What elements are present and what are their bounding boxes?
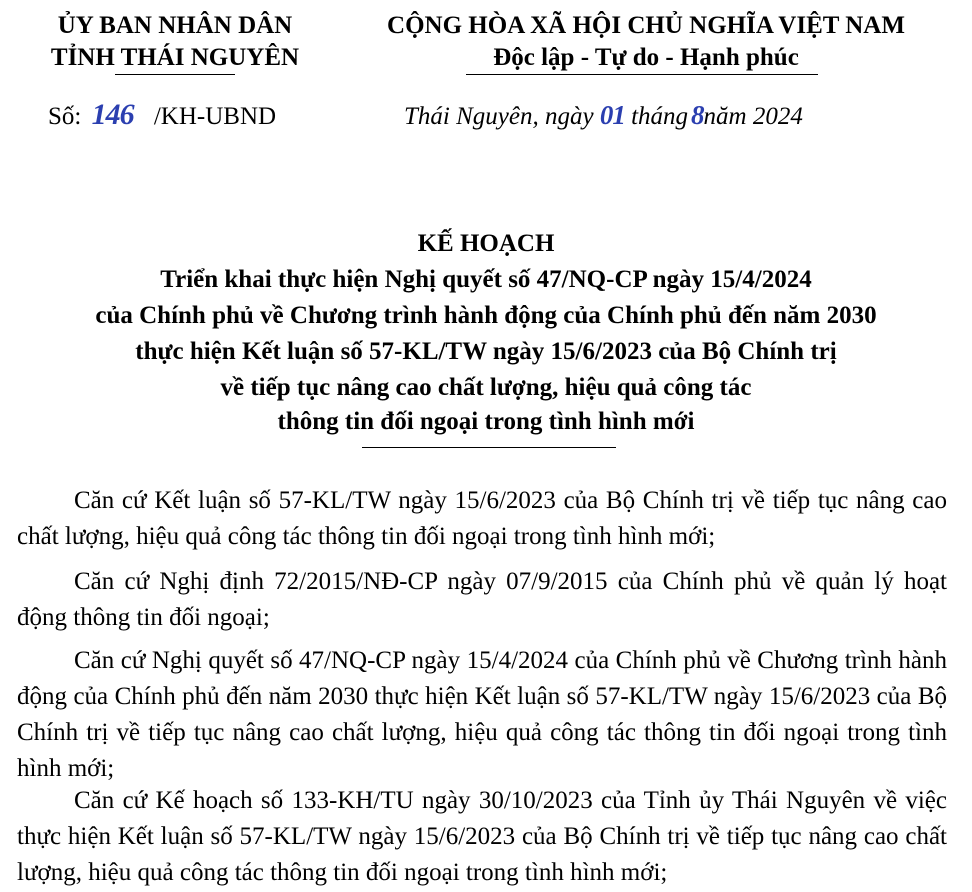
so-label: Số: bbox=[48, 103, 82, 130]
title-underline bbox=[362, 447, 616, 448]
issuer-line-2: TỈNH THÁI NGUYÊN bbox=[50, 44, 300, 71]
national-motto: Độc lập - Tự do - Hạnh phúc bbox=[493, 44, 799, 71]
paragraph-4: Căn cứ Kế hoạch số 133-KH/TU ngày 30/10/2023 của Tỉnh ủy Thái Nguyên về việc thực hiện Kết luận số 57-KL/TW ngày 15/6/2023 của Bộ Chính trị về tiếp tục nâng cao chất lượng, hiệu quả công tác thông tin đối ngoại trong tình hình mới; bbox=[17, 787, 947, 886]
motto-underline bbox=[466, 74, 818, 75]
handwritten-day: 01 bbox=[599, 100, 625, 130]
so-suffix: /KH-UBND bbox=[153, 103, 277, 130]
handwritten-month: 8 bbox=[691, 100, 704, 130]
issuer-line-1: ỦY BAN NHÂN DÂN bbox=[57, 12, 293, 39]
document-heading: KẾ HOẠCH bbox=[417, 230, 555, 257]
document-number bbox=[48, 98, 276, 134]
date-month-label: tháng bbox=[631, 103, 689, 130]
paragraph-1: Căn cứ Kết luận số 57-KL/TW ngày 15/6/2023 của Bộ Chính trị về tiếp tục nâng cao chất lượng, hiệu quả công tác thông tin đối ngoại trong tình hình mới; bbox=[17, 487, 947, 550]
handwritten-number: 146 bbox=[91, 98, 134, 131]
title-line-4: về tiếp tục nâng cao chất lượng, hiệu quả công tác bbox=[220, 374, 752, 401]
paragraph-2: Căn cứ Nghị định 72/2015/NĐ-CP ngày 07/9/2015 của Chính phủ về quản lý hoạt động thông tin đối ngoại; bbox=[17, 568, 947, 631]
title-line-1: Triển khai thực hiện Nghị quyết số 47/NQ-CP ngày 15/4/2024 bbox=[160, 266, 812, 293]
date-year: năm 2024 bbox=[703, 103, 803, 130]
document-date bbox=[404, 98, 803, 134]
issuer-underline bbox=[115, 74, 235, 75]
title-line-2: của Chính phủ về Chương trình hành động của Chính phủ đến năm 2030 bbox=[95, 302, 877, 329]
title-line-3: thực hiện Kết luận số 57-KL/TW ngày 15/6/2023 của Bộ Chính trị bbox=[135, 338, 837, 365]
title-line-5: thông tin đối ngoại trong tình hình mới bbox=[277, 408, 695, 435]
date-prefix: Thái Nguyên, ngày bbox=[404, 103, 594, 130]
paragraph-3: Căn cứ Nghị quyết số 47/NQ-CP ngày 15/4/2024 của Chính phủ về Chương trình hành động của Chính phủ đến năm 2030 thực hiện Kết luận số 57-KL/TW ngày 15/6/2023 của Bộ Chính trị về tiếp tục nâng cao chất lượng, hiệu quả công tác thông tin đối ngoại trong tình hình mới; bbox=[17, 647, 947, 782]
national-title: CỘNG HÒA XÃ HỘI CHỦ NGHĨA VIỆT NAM bbox=[387, 12, 905, 39]
